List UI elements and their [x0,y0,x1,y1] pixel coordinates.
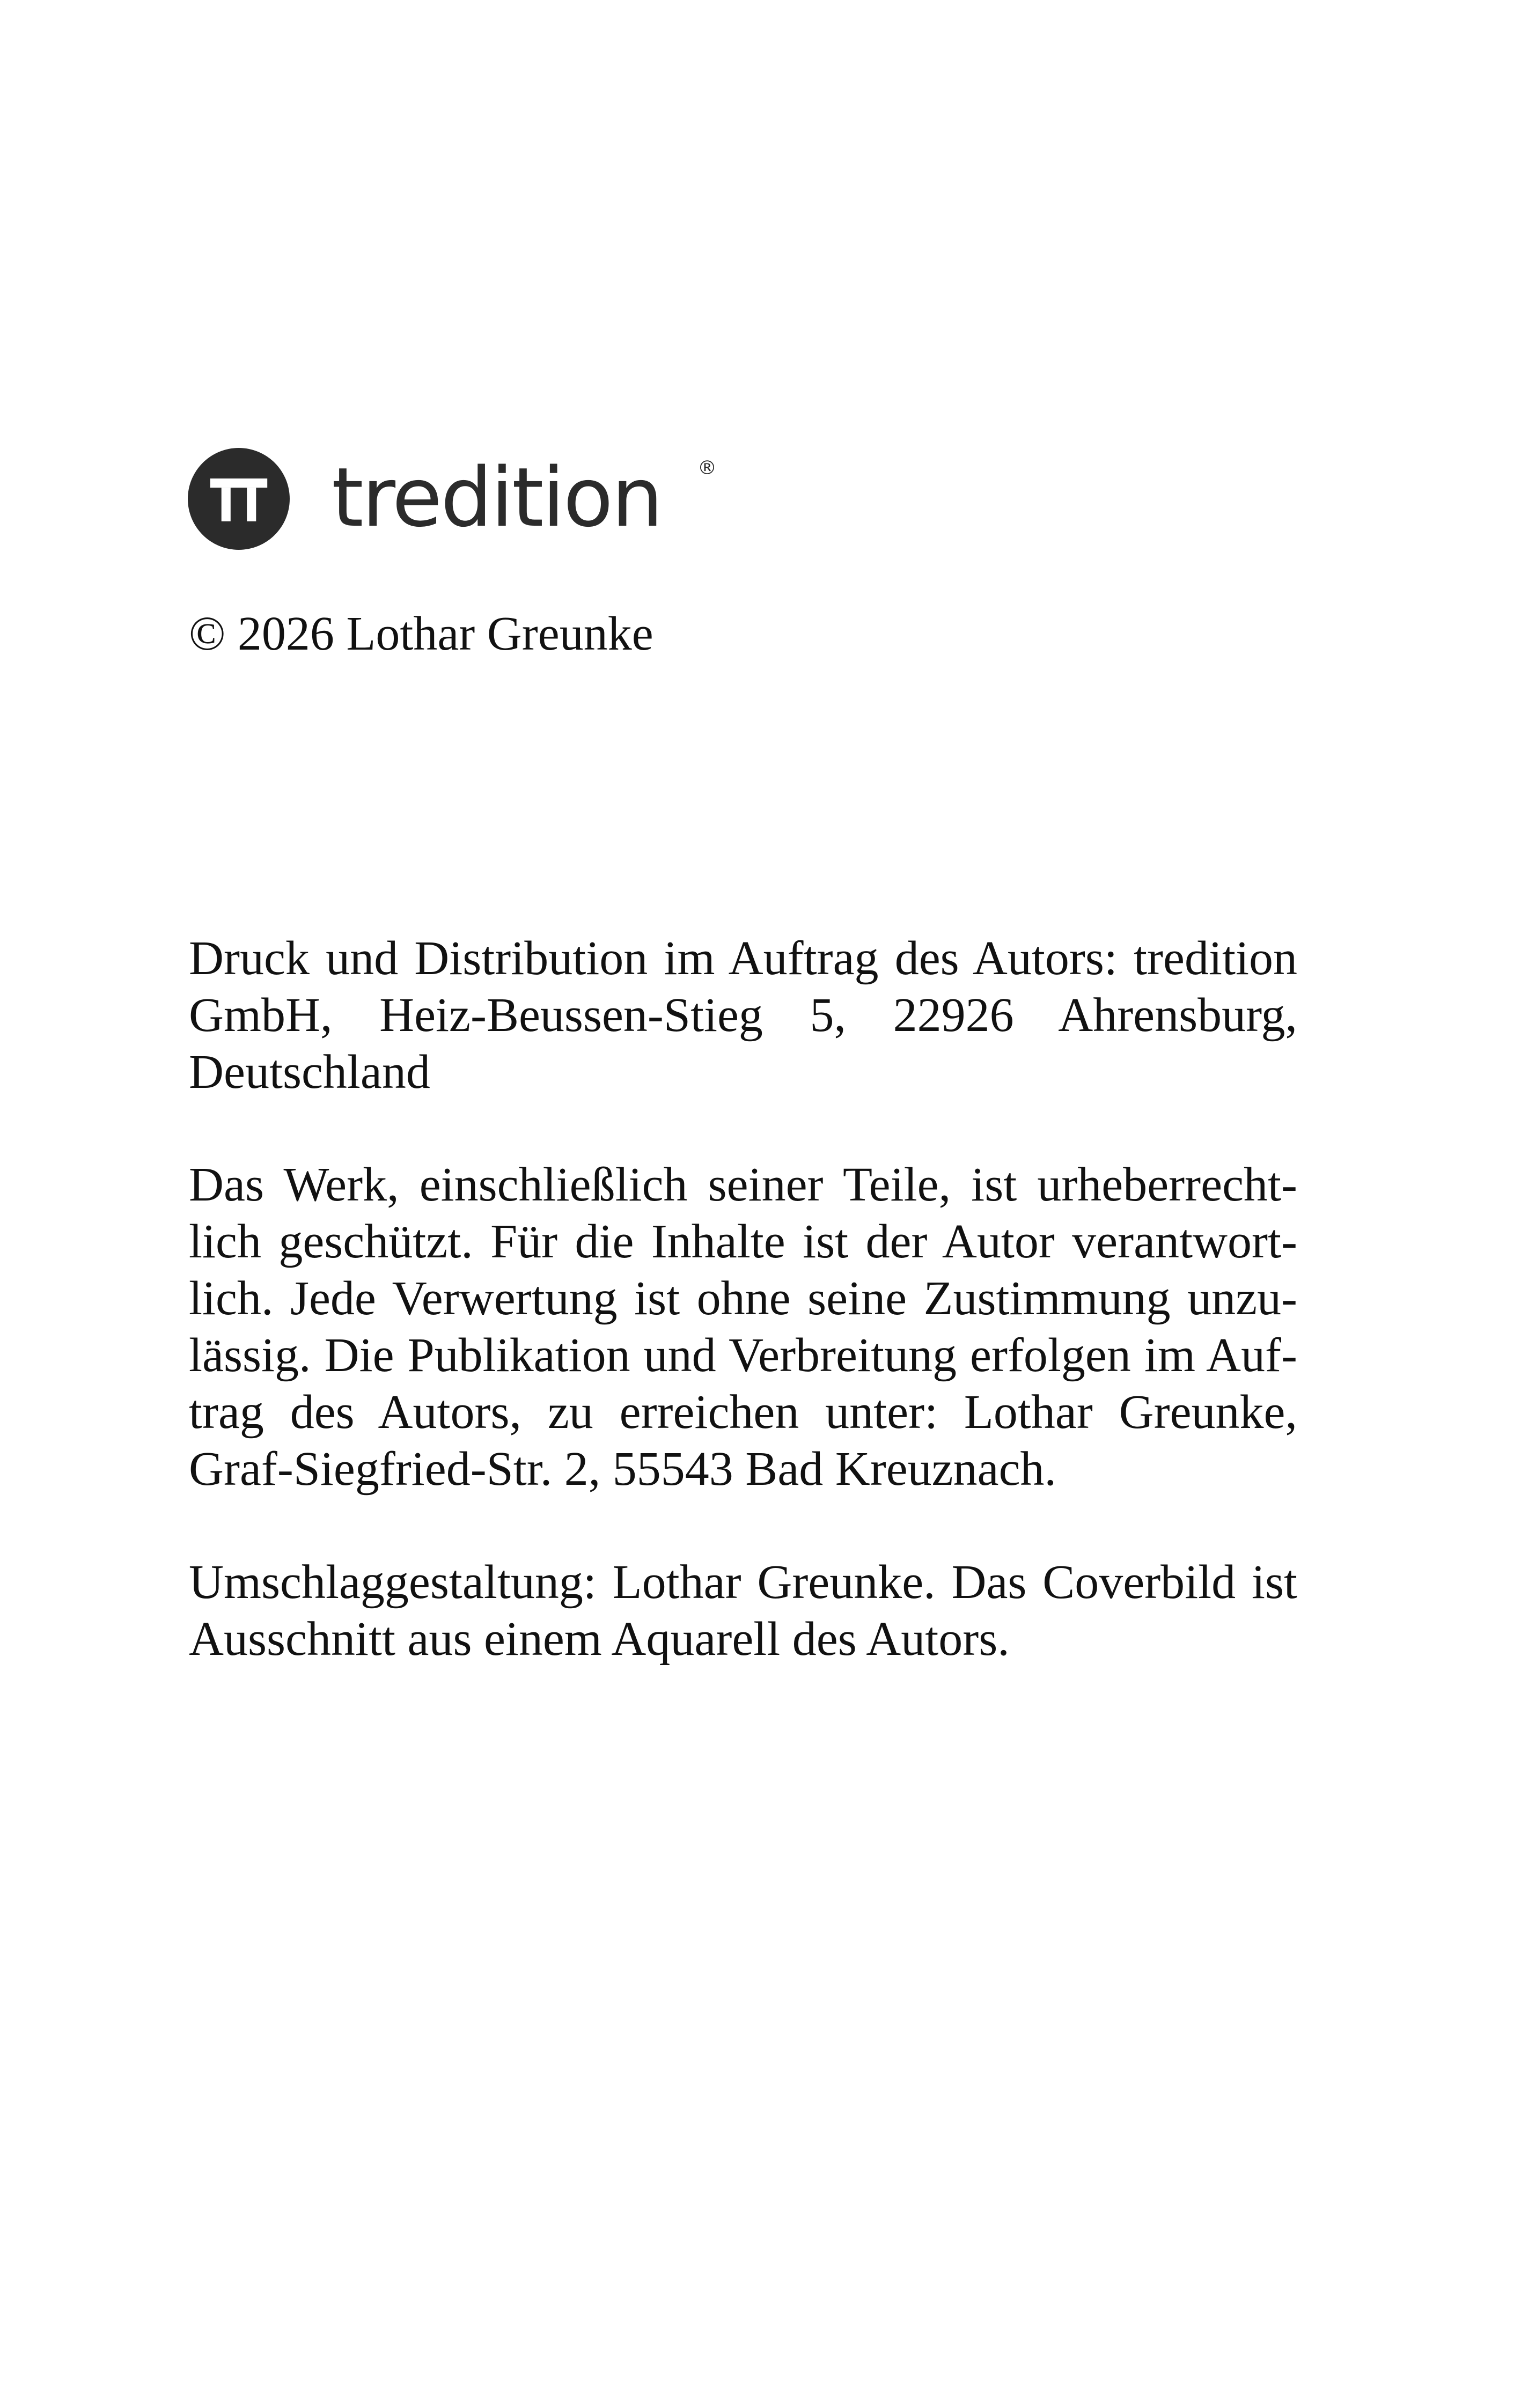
rights-line: trag des Autors, zu erreichen unter: Lothar Greunke, [189,1386,1297,1439]
rights-line: lässig. Die Publikation und Verbreitung erfolgen im Auf- [189,1329,1297,1382]
publisher-logo [188,448,724,550]
registered-mark: ® [697,457,717,479]
rights-paragraph [189,1157,1297,1498]
cover-credit-line: Ausschnitt aus einem Aquarell des Autors. [189,1612,1010,1666]
copyright-notice: © 2026 Lothar Greunke [189,607,653,660]
cover-credit-paragraph [189,1554,1297,1668]
imprint-line: Deutschland [189,1045,430,1099]
imprint-paragraph [189,930,1297,1101]
rights-line: Graf-Siegfried-Str. 2, 55543 Bad Kreuznach. [189,1442,1057,1496]
imprint-line: Druck und Distribution im Auftrag des Autors: tredition [189,932,1297,985]
rights-line: lich. Jede Verwertung ist ohne seine Zustimmung unzu- [189,1272,1297,1325]
imprint-line: GmbH, Heiz-Beussen-Stieg 5, 22926 Ahrensburg, [189,989,1297,1042]
tredition-logo-icon [188,448,290,550]
rights-line: lich geschützt. Für die Inhalte ist der Autor verantwort- [189,1215,1297,1268]
cover-credit-line: Umschlaggestaltung: Lothar Greunke. Das Coverbild ist [189,1556,1297,1609]
logo-wordmark: tredition [332,450,662,545]
rights-line: Das Werk, einschließlich seiner Teile, ist urheberrecht- [189,1158,1297,1211]
